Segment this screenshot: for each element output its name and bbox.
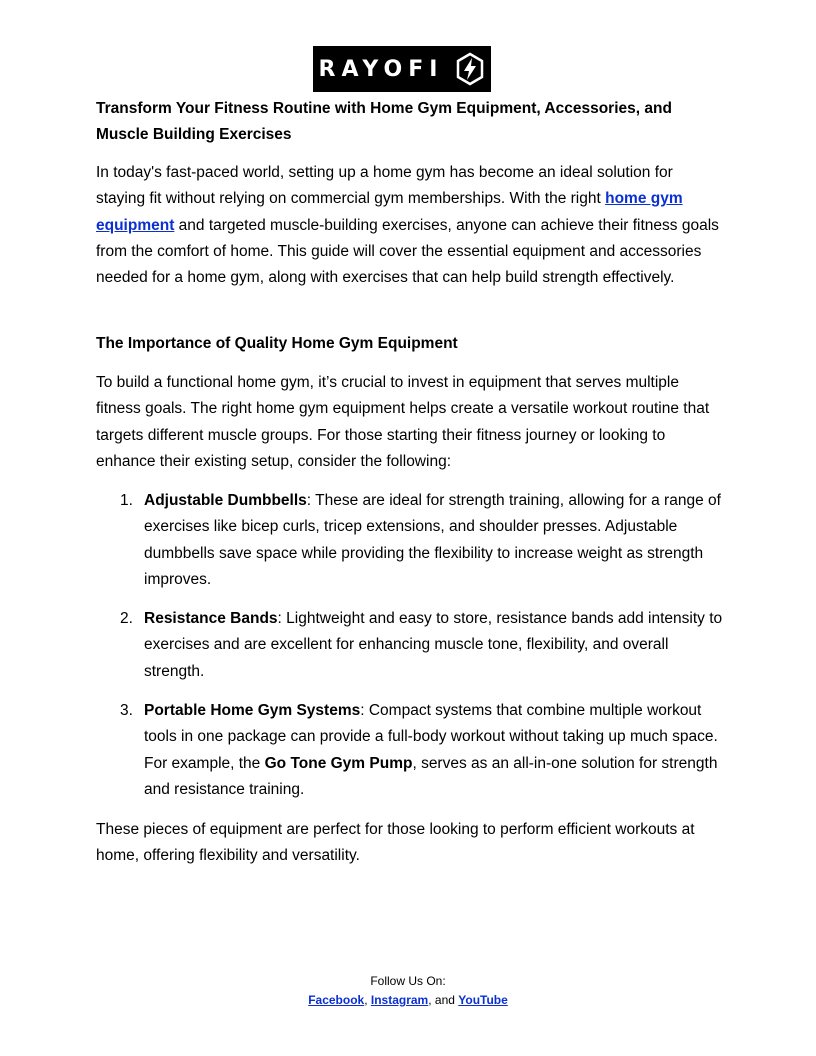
list-item bbox=[96, 698, 726, 803]
intro-text-1: In today's fast-paced world, setting up a home gym has become an ideal solution for staying fit without relying on commercial gym memberships. With the right bbox=[96, 164, 673, 208]
page-title: Transform Your Fitness Routine with Home Gym Equipment, Accessories, and Muscle Building Exercises bbox=[96, 100, 672, 143]
brand-logo bbox=[313, 46, 491, 92]
list-term-product: Go Tone Gym Pump bbox=[264, 754, 413, 772]
list-item bbox=[96, 488, 726, 593]
footer-social-links bbox=[0, 991, 816, 1010]
list-term: Portable Home Gym Systems bbox=[144, 702, 361, 719]
list-term: Resistance Bands bbox=[144, 610, 278, 627]
section-heading: The Importance of Quality Home Gym Equipment bbox=[96, 335, 458, 352]
bolt-hexagon-icon bbox=[455, 52, 485, 86]
youtube-link[interactable]: YouTube bbox=[458, 993, 508, 1007]
section-paragraph: To build a functional home gym, it’s crucial to invest in equipment that serves multiple fitness goals. The right home gym equipment helps create a versatile workout routine that targets different muscle groups. For those starting their fitness journey or looking to enhance their existing setup, consider the following: bbox=[96, 374, 710, 470]
footer bbox=[0, 972, 816, 1010]
list-text: : These are ideal for strength training, allowing for a range of exercises like bicep curls, tricep extensions, and shoulder presses. Adjustable dumbbells save space while providing the flexibility to increase weight as strength improves. bbox=[144, 492, 721, 588]
footer-separator: , and bbox=[428, 993, 459, 1007]
list-term: Adjustable Dumbbells bbox=[144, 492, 307, 509]
home-gym-equipment-link[interactable]: home gym equipment bbox=[96, 190, 683, 234]
facebook-link[interactable]: Facebook bbox=[308, 993, 365, 1007]
list-text: : Compact systems that combine multiple workout tools in one package can provide a full-body workout without taking up much space. For example, the bbox=[144, 702, 718, 772]
list-text: , serves as an all-in-one solution for strength and resistance training. bbox=[144, 754, 718, 798]
list-number: 3. bbox=[120, 702, 133, 719]
list-number: 2. bbox=[120, 610, 133, 627]
list-text: : Lightweight and easy to store, resistance bands add intensity to exercises and are excellent for enhancing muscle tone, flexibility, and overall strength. bbox=[144, 610, 723, 680]
closing-paragraph: These pieces of equipment are perfect for those looking to perform efficient workouts at home, offering flexibility and versatility. bbox=[96, 821, 695, 865]
instagram-link[interactable]: Instagram bbox=[370, 993, 429, 1007]
intro-text-2: and targeted muscle-building exercises, anyone can achieve their fitness goals from the comfort of home. This guide will cover the essential equipment and accessories needed for a home gym, along with exercises that can help build strength effectively. bbox=[96, 216, 719, 287]
footer-label: Follow Us On: bbox=[370, 974, 446, 988]
footer-separator: , bbox=[364, 993, 371, 1007]
intro-paragraph bbox=[96, 160, 726, 291]
logo-text: RAYOFI bbox=[318, 56, 444, 82]
list-number: 1. bbox=[120, 492, 133, 509]
list-item bbox=[96, 606, 726, 685]
